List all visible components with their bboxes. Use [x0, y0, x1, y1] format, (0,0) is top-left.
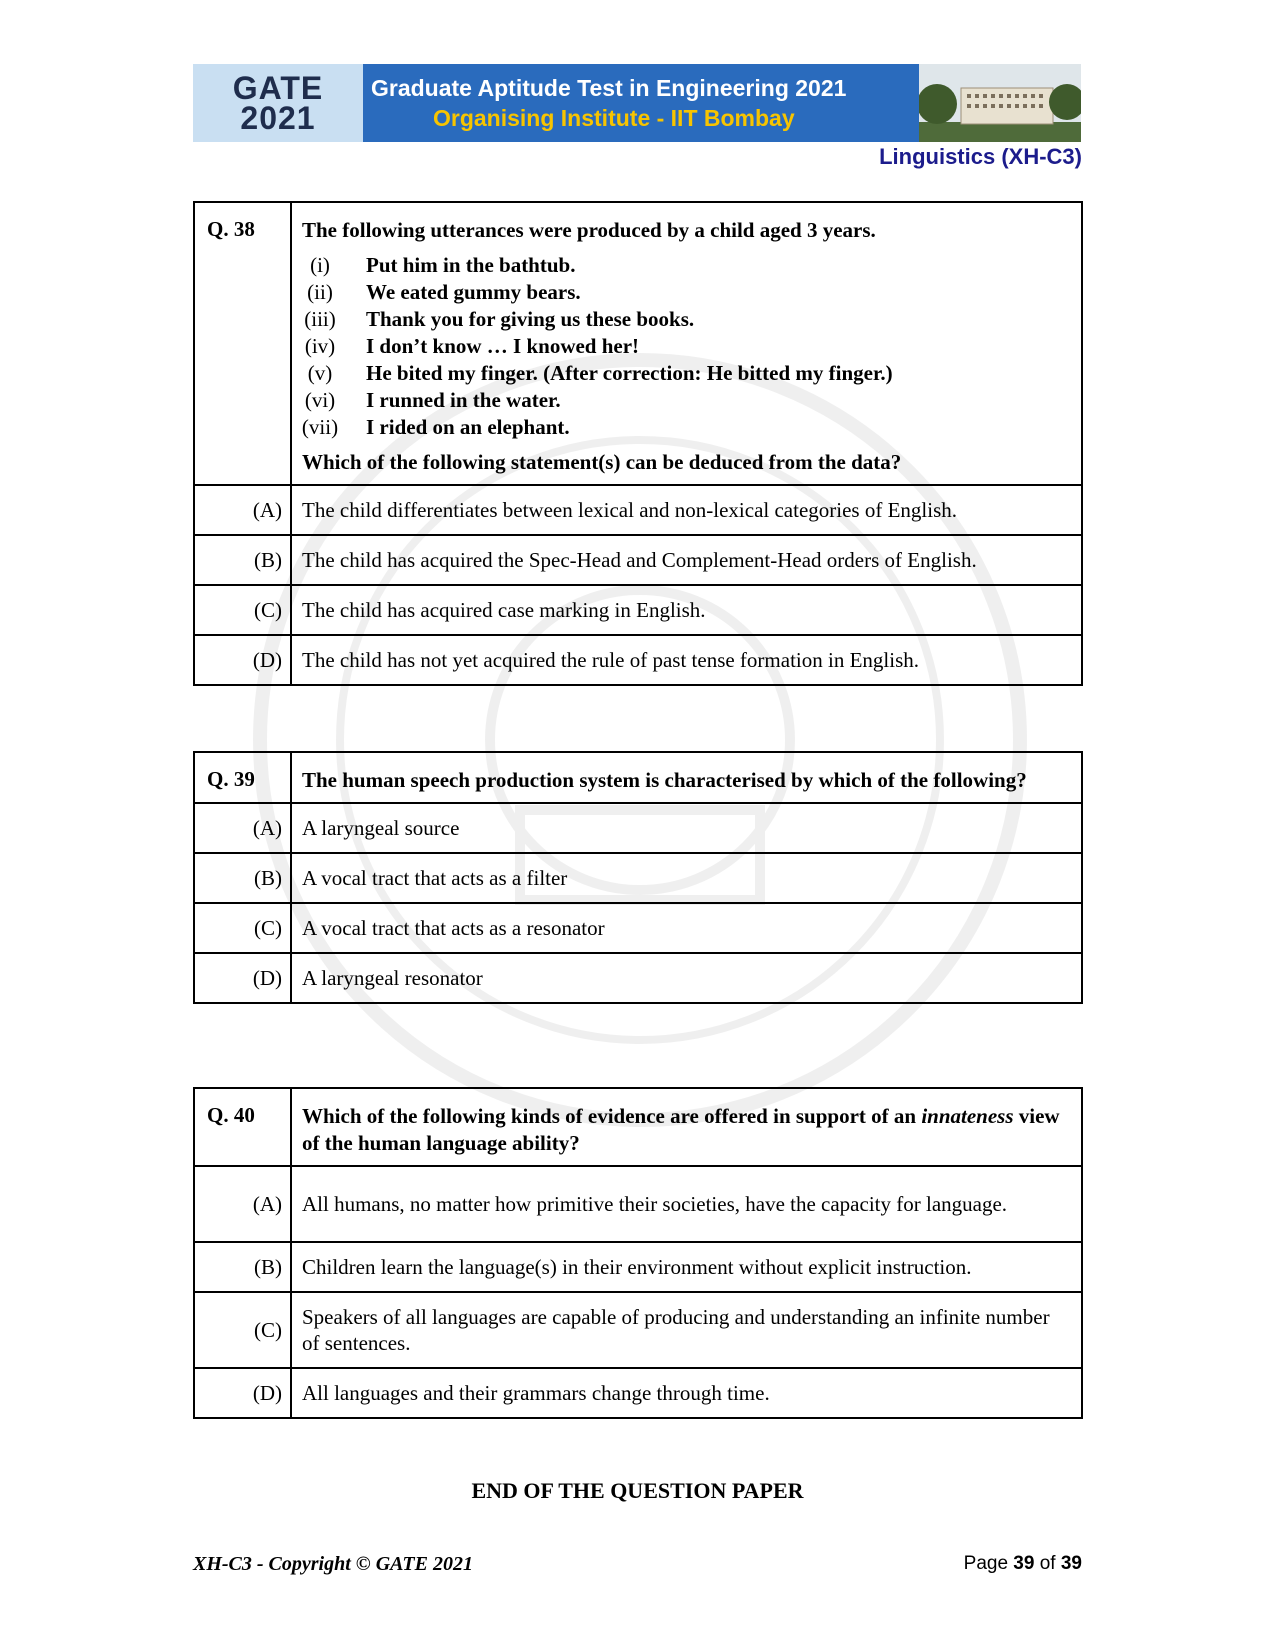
utterance-list	[296, 252, 1071, 441]
option-label: (A)	[194, 803, 291, 853]
option-text: Speakers of all languages are capable of producing and understanding an infinite number of sentences.	[291, 1292, 1082, 1368]
option-label: (B)	[194, 853, 291, 903]
exam-title: Graduate Aptitude Test in Engineering 2021	[371, 75, 847, 101]
subject-code: Linguistics (XH-C3)	[879, 144, 1082, 169]
question-stem	[291, 202, 1082, 485]
option-row[interactable]	[194, 953, 1082, 1003]
question-number: Q. 38	[194, 202, 291, 485]
footer-copyright: XH-C3 - Copyright © GATE 2021	[193, 1553, 473, 1575]
question-number: Q. 40	[194, 1088, 291, 1166]
utterance-item: (vii) I rided on an elephant.	[301, 415, 570, 439]
stem-emphasis: innateness	[921, 1104, 1014, 1128]
option-label: (D)	[194, 1368, 291, 1418]
option-text: A vocal tract that acts as a resonator	[291, 903, 1082, 953]
question-prompt: Which of the following statement(s) can be deduced from the data?	[302, 450, 902, 474]
option-label: (A)	[194, 485, 291, 535]
logo-gate-text: GATE	[232, 70, 324, 106]
organising-institute: Organising Institute - IIT Bombay	[433, 105, 795, 131]
option-text: The child has acquired case marking in English.	[291, 585, 1082, 635]
option-label: (D)	[194, 953, 291, 1003]
option-label: (A)	[194, 1166, 291, 1242]
stem-text: The following utterances were produced by a child aged 3 years.	[302, 218, 876, 242]
option-row[interactable]	[194, 903, 1082, 953]
stem-text: view of the human language ability?	[302, 1104, 1060, 1155]
stem-text: Which of the following kinds of evidence are offered in support of an	[302, 1104, 917, 1128]
option-text: The child differentiates between lexical and non-lexical categories of English.	[291, 485, 1082, 535]
option-row[interactable]	[194, 1242, 1082, 1292]
option-text: Children learn the language(s) in their environment without explicit instruction.	[291, 1242, 1082, 1292]
question-40-table	[193, 1087, 1083, 1419]
option-row[interactable]	[194, 853, 1082, 903]
option-text: The child has acquired the Spec-Head and Complement-Head orders of English.	[291, 535, 1082, 585]
utterance-item: (ii) We eated gummy bears.	[307, 280, 581, 304]
question-stem: The human speech production system is characterised by which of the following?	[291, 752, 1082, 803]
option-row[interactable]	[194, 535, 1082, 585]
utterance-item: (iv) I don’t know … I knowed her!	[304, 334, 640, 358]
utterance-item: (iii) Thank you for giving us these books.	[304, 307, 695, 331]
option-label: (B)	[194, 535, 291, 585]
question-39-table	[193, 751, 1083, 1004]
option-text: All humans, no matter how primitive their societies, have the capacity for language.	[291, 1166, 1082, 1242]
logo-year-text: 2021	[240, 100, 316, 136]
utterance-item: (i) Put him in the bathtub.	[310, 253, 576, 277]
option-row[interactable]	[194, 635, 1082, 685]
header-banner	[193, 64, 1081, 142]
option-label: (C)	[194, 903, 291, 953]
option-row[interactable]	[194, 1368, 1082, 1418]
option-text: The child has not yet acquired the rule of past tense formation in English.	[291, 635, 1082, 685]
option-label: (C)	[194, 585, 291, 635]
footer-page-number: Page 39 of 39	[963, 1553, 1082, 1574]
option-text: A laryngeal source	[291, 803, 1082, 853]
option-row[interactable]	[194, 1166, 1082, 1242]
option-row[interactable]	[194, 803, 1082, 853]
option-row[interactable]	[194, 585, 1082, 635]
gate-logo	[193, 64, 363, 142]
end-of-paper: END OF THE QUESTION PAPER	[471, 1478, 804, 1503]
banner-title	[363, 64, 919, 142]
utterance-item: (vi) I runned in the water.	[304, 388, 561, 412]
option-label: (C)	[194, 1292, 291, 1368]
question-stem	[291, 1088, 1082, 1166]
question-number: Q. 39	[194, 752, 291, 803]
option-label: (B)	[194, 1242, 291, 1292]
campus-photo	[919, 64, 1081, 142]
option-text: All languages and their grammars change through time.	[291, 1368, 1082, 1418]
utterance-item: (v) He bited my finger. (After correction: He bitted my finger.)	[307, 361, 893, 385]
option-row[interactable]	[194, 485, 1082, 535]
option-text: A vocal tract that acts as a filter	[291, 853, 1082, 903]
option-label: (D)	[194, 635, 291, 685]
option-text: A laryngeal resonator	[291, 953, 1082, 1003]
question-38-table	[193, 201, 1083, 686]
option-row[interactable]	[194, 1292, 1082, 1368]
